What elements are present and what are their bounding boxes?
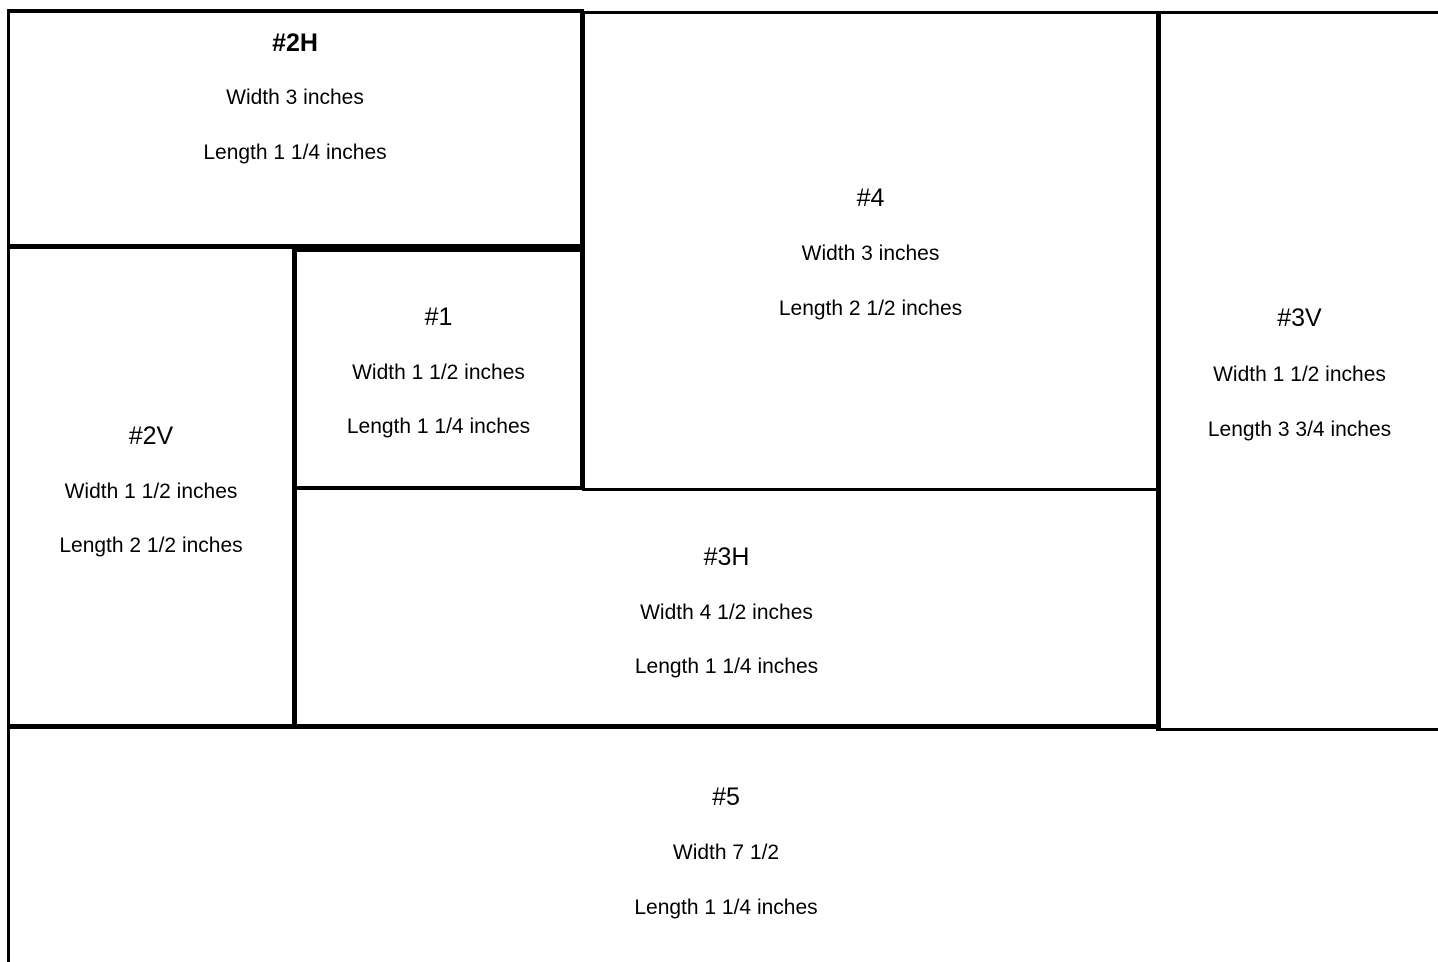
piece-1-length: Length 1 1/4 inches xyxy=(346,415,531,438)
piece-3h-label: #3H xyxy=(703,543,750,571)
piece-4-width: Width 3 inches xyxy=(801,242,940,265)
piece-2h-width: Width 3 inches xyxy=(226,86,364,109)
piece-2v-length: Length 2 1/2 inches xyxy=(59,534,243,557)
divider-1-bottom xyxy=(292,486,585,490)
piece-1-label: #1 xyxy=(424,303,453,331)
divider-3v-bottom xyxy=(1156,728,1438,731)
piece-3v xyxy=(1161,303,1438,443)
piece-4 xyxy=(585,183,1156,322)
piece-5-label: #5 xyxy=(712,783,740,811)
divider-1-top xyxy=(292,249,584,252)
piece-1-width: Width 1 1/2 inches xyxy=(352,361,525,384)
piece-3h-length: Length 1 1/4 inches xyxy=(634,655,819,678)
piece-5 xyxy=(10,782,1438,921)
piece-1 xyxy=(297,302,580,440)
piece-4-label: #4 xyxy=(856,184,885,212)
piece-5-length: Length 1 1/4 inches xyxy=(634,896,818,919)
divider-4-bottom xyxy=(582,488,1158,491)
piece-2h-length: Length 1 1/4 inches xyxy=(203,141,387,164)
piece-4-length: Length 2 1/2 inches xyxy=(778,297,963,320)
piece-2v-width: Width 1 1/2 inches xyxy=(64,480,238,503)
piece-3h xyxy=(297,542,1156,680)
border-top-left xyxy=(7,9,584,13)
piece-3v-length: Length 3 3/4 inches xyxy=(1207,418,1392,441)
piece-3v-label: #3V xyxy=(1277,304,1322,332)
border-top-right xyxy=(582,11,1438,14)
piece-2v-label: #2V xyxy=(128,422,174,450)
piece-2h xyxy=(10,28,580,166)
divider-middle-bottom xyxy=(7,724,1159,729)
piece-3v-width: Width 1 1/2 inches xyxy=(1213,363,1386,386)
piece-5-width: Width 7 1/2 xyxy=(672,841,780,864)
piece-2v xyxy=(10,421,292,559)
piece-3h-width: Width 4 1/2 inches xyxy=(640,601,813,624)
piece-2h-label: #2H xyxy=(272,29,318,57)
